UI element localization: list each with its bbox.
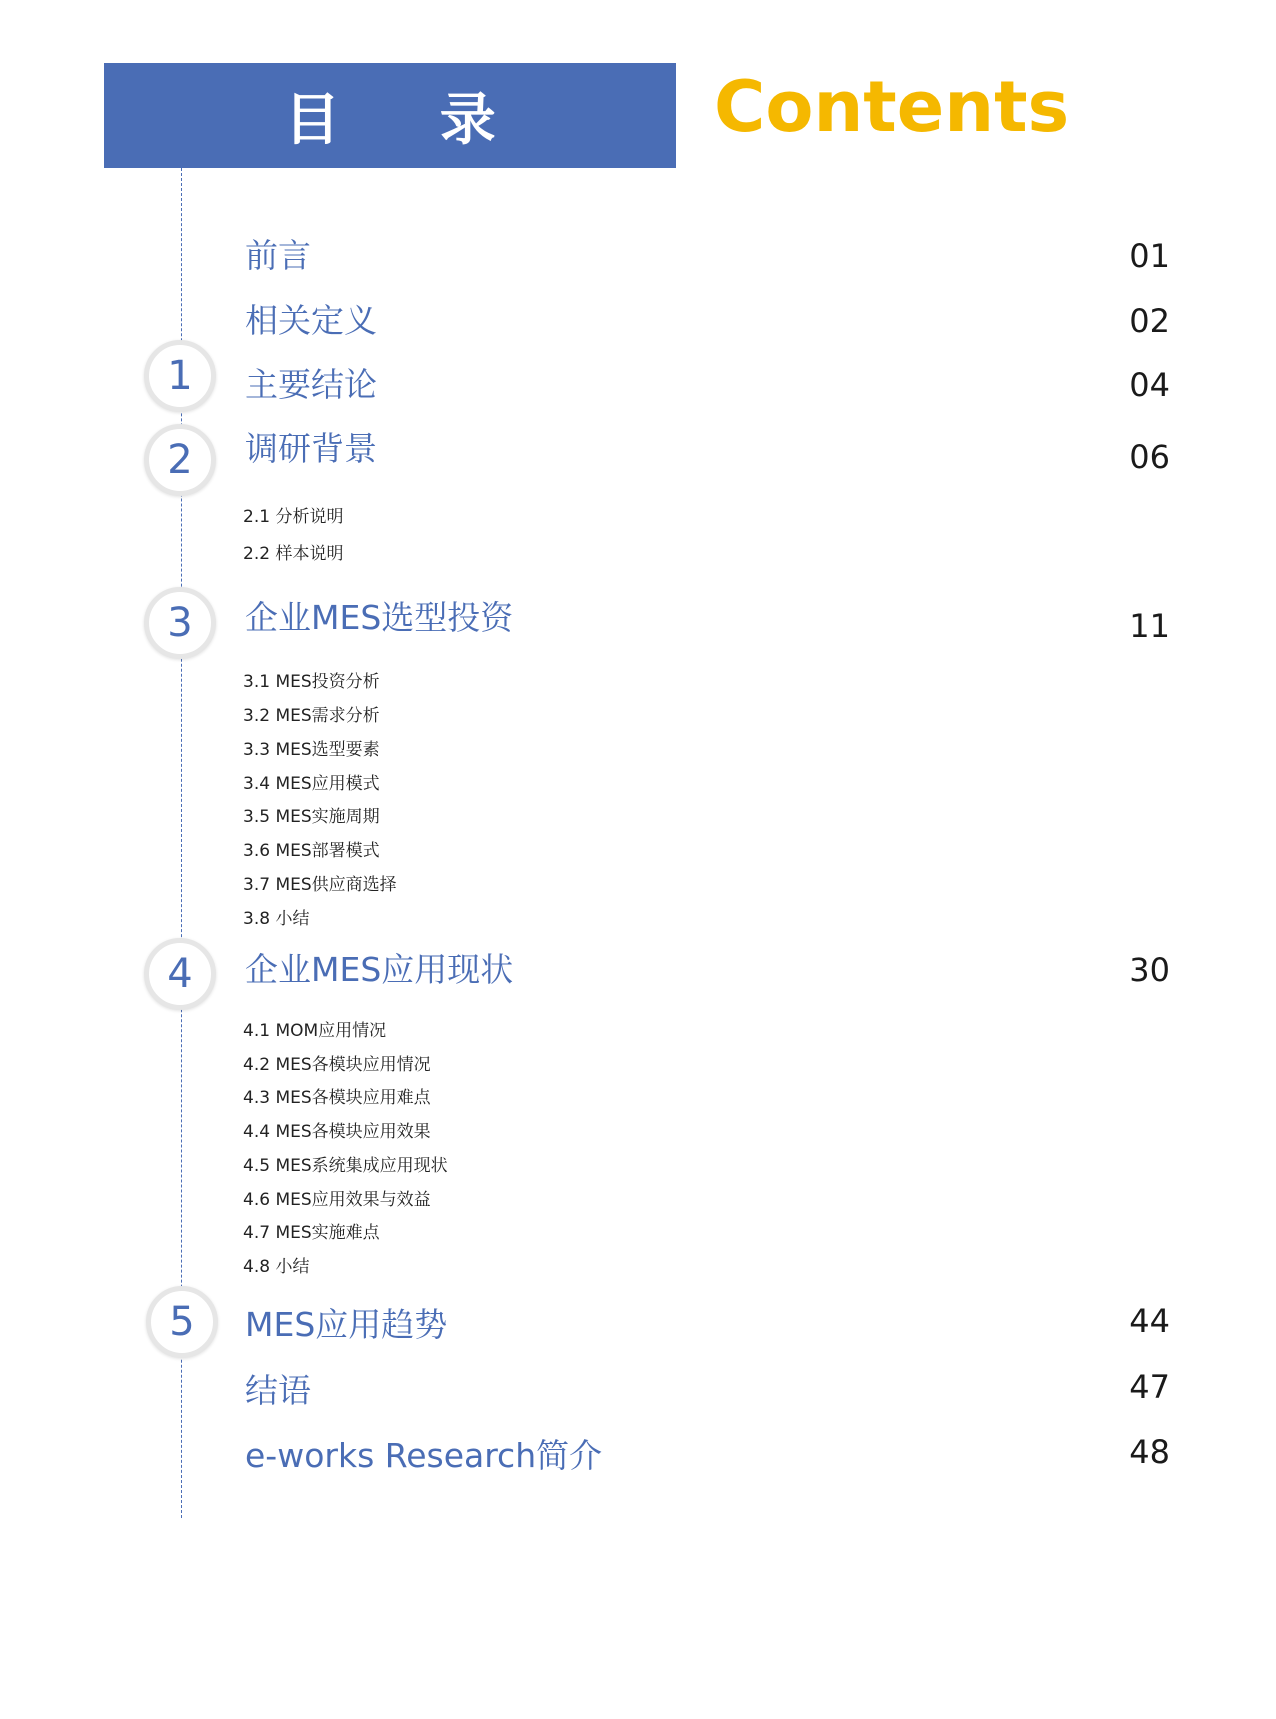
- toc-sub-entry[interactable]: 3.4 MES应用模式: [243, 774, 380, 794]
- section-number-2: 2: [144, 424, 216, 496]
- toc-sub-entry[interactable]: 2.2 样本说明: [243, 544, 344, 564]
- toc-sub-entry[interactable]: 4.7 MES实施难点: [243, 1223, 380, 1243]
- toc-entry-definitions[interactable]: [0, 296, 1276, 346]
- toc-sub-entry[interactable]: 3.3 MES选型要素: [243, 740, 380, 760]
- toc-entry-page: 01: [1129, 237, 1170, 275]
- toc-entry-title[interactable]: MES应用趋势: [245, 1305, 448, 1344]
- toc-sub-entry[interactable]: 4.5 MES系统集成应用现状: [243, 1156, 448, 1176]
- toc-entry-about[interactable]: [0, 1431, 1276, 1481]
- toc-entry-section-1[interactable]: [0, 360, 1276, 410]
- toc-sub-entry[interactable]: 3.8 小结: [243, 909, 310, 929]
- toc-entry-title[interactable]: 主要结论: [245, 365, 377, 404]
- toc-sub-entry[interactable]: 4.6 MES应用效果与效益: [243, 1190, 431, 1210]
- toc-entry-preface[interactable]: [0, 231, 1276, 281]
- title-banner: [104, 63, 676, 168]
- toc-entry-page: 04: [1129, 366, 1170, 404]
- toc-entry-page: 11: [1129, 607, 1170, 645]
- toc-sub-entry[interactable]: 2.1 分析说明: [243, 507, 344, 527]
- toc-entry-title[interactable]: 企业MES选型投资: [245, 598, 514, 637]
- toc-sub-entry[interactable]: 4.4 MES各模块应用效果: [243, 1122, 431, 1142]
- toc-sub-entry[interactable]: 4.8 小结: [243, 1257, 310, 1277]
- toc-sub-entry[interactable]: 3.2 MES需求分析: [243, 706, 380, 726]
- toc-entry-title[interactable]: e-works Research简介: [245, 1436, 603, 1475]
- toc-entry-page: 02: [1129, 302, 1170, 340]
- section-number-3: 3: [144, 587, 216, 659]
- toc-entry-conclusion[interactable]: [0, 1366, 1276, 1416]
- toc-entry-page: 06: [1129, 438, 1170, 476]
- page-title: 目 录: [284, 87, 536, 153]
- toc-entry-page: 47: [1129, 1368, 1170, 1406]
- toc-entry-page: 48: [1129, 1433, 1170, 1471]
- toc-sub-entry[interactable]: 4.3 MES各模块应用难点: [243, 1088, 431, 1108]
- toc-entry-page: 30: [1129, 951, 1170, 989]
- section-number-5: 5: [146, 1286, 218, 1358]
- toc-entry-section-3[interactable]: [0, 593, 1276, 643]
- toc-sub-entry[interactable]: 4.2 MES各模块应用情况: [243, 1055, 431, 1075]
- toc-sub-entry[interactable]: 3.6 MES部署模式: [243, 841, 380, 861]
- toc-entry-title[interactable]: 相关定义: [245, 301, 377, 340]
- toc-entry-title[interactable]: 调研背景: [245, 429, 377, 468]
- toc-entry-title[interactable]: 结语: [245, 1371, 311, 1410]
- section-number-4: 4: [144, 938, 216, 1010]
- toc-entry-title[interactable]: 企业MES应用现状: [245, 950, 514, 989]
- toc-entry-section-2[interactable]: [0, 424, 1276, 474]
- page-title-english: Contents: [714, 66, 1070, 148]
- section-number-1: 1: [144, 340, 216, 412]
- toc-entry-section-5[interactable]: [0, 1300, 1276, 1350]
- toc-sub-entry[interactable]: 4.1 MOM应用情况: [243, 1021, 387, 1041]
- toc-entry-page: 44: [1129, 1302, 1170, 1340]
- toc-sub-entry[interactable]: 3.7 MES供应商选择: [243, 875, 397, 895]
- toc-entry-section-4[interactable]: [0, 945, 1276, 995]
- toc-sub-entry[interactable]: 3.5 MES实施周期: [243, 807, 380, 827]
- toc-sub-entry[interactable]: 3.1 MES投资分析: [243, 672, 380, 692]
- toc-entry-title[interactable]: 前言: [245, 236, 311, 275]
